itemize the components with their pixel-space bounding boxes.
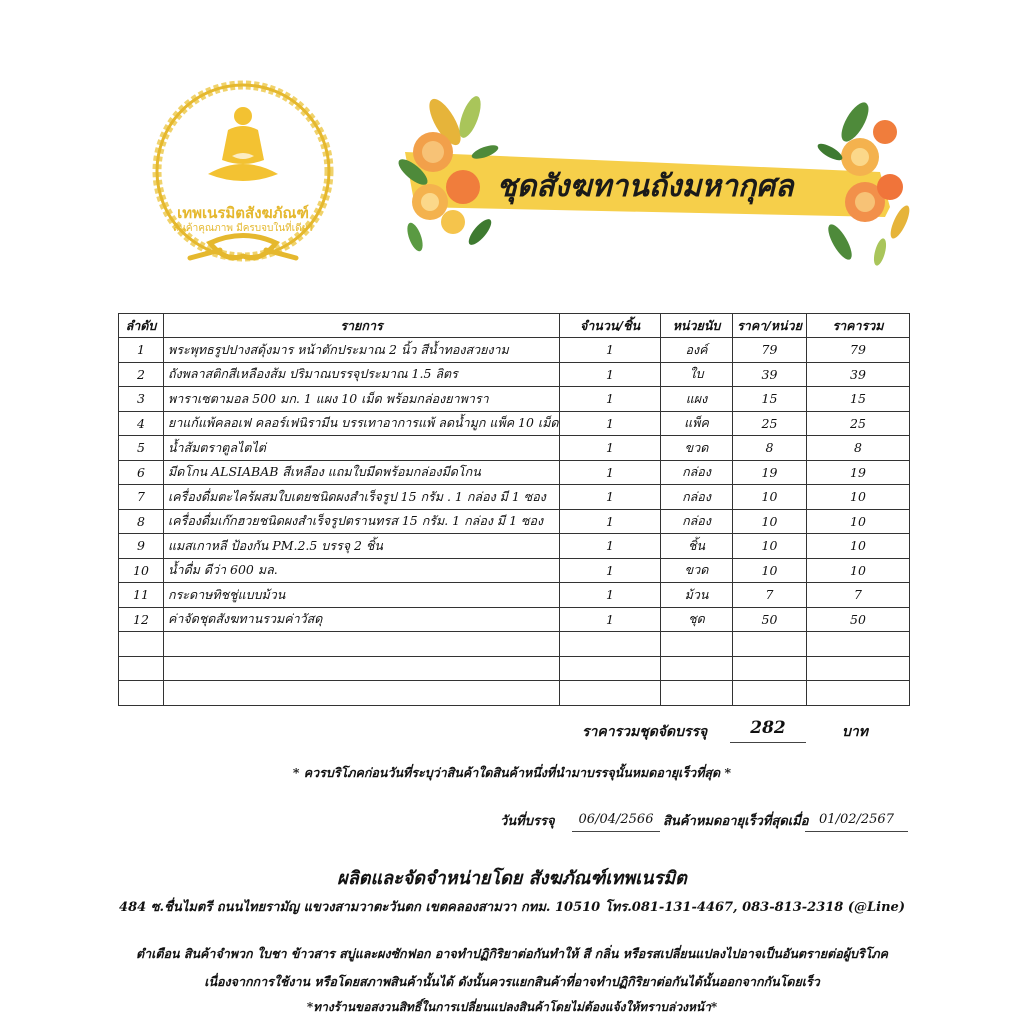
cell-qty: 1 xyxy=(560,362,661,387)
cell-no: 7 xyxy=(119,485,164,510)
cell-qty: 1 xyxy=(560,436,661,461)
cell-unit: ขวด xyxy=(661,436,733,461)
empty-cell xyxy=(560,656,661,681)
banner-title: ชุดสังฆทานถังมหากุศล xyxy=(496,169,794,204)
empty-cell xyxy=(119,681,164,706)
total-section xyxy=(560,718,920,744)
cell-total: 10 xyxy=(807,509,910,534)
logo-slogan: สินค้าคุณภาพ มีครบจบในที่เดียว xyxy=(172,223,314,234)
expire-date-value: 01/02/2567 xyxy=(805,812,908,832)
cell-qty: 1 xyxy=(560,338,661,363)
shop-logo xyxy=(150,78,336,274)
cell-qty: 1 xyxy=(560,607,661,632)
cell-total: 10 xyxy=(807,558,910,583)
cell-item: น้ำดื่ม ดีว่า 600 มล. xyxy=(164,558,560,583)
cell-qty: 1 xyxy=(560,387,661,412)
table-row xyxy=(119,485,910,510)
table-row xyxy=(119,362,910,387)
cell-unit-price: 10 xyxy=(733,485,807,510)
warning-line-3: *ทางร้านขอสงวนสิทธิ์ในการเปลี่ยนแปลงสินค้าโดยไม่ต้องแจ้งให้ทราบล่วงหน้า* xyxy=(306,1000,718,1014)
col-header-total: ราคารวม xyxy=(807,314,910,338)
col-header-no: ลำดับ xyxy=(119,314,164,338)
table-header-row xyxy=(119,314,910,338)
pack-date-value: 06/04/2566 xyxy=(572,812,660,832)
table-row xyxy=(119,558,910,583)
cell-item: ยาแก้แพ้คลอเฟ คลอร์เฟนิรามีน บรรเทาอาการแพ้ ลดน้ำมูก แพ็ค 10 เม็ด xyxy=(164,411,560,436)
empty-cell xyxy=(560,632,661,657)
cell-item: กระดาษทิชชู่แบบม้วน xyxy=(164,583,560,608)
cell-no: 10 xyxy=(119,558,164,583)
cell-no: 6 xyxy=(119,460,164,485)
cell-total: 15 xyxy=(807,387,910,412)
table-row xyxy=(119,607,910,632)
table-row xyxy=(119,583,910,608)
cell-item: พาราเซตามอล 500 มก. 1 แผง 10 เม็ด พร้อมกล่องยาพารา xyxy=(164,387,560,412)
empty-cell xyxy=(164,656,560,681)
table-row xyxy=(119,509,910,534)
cell-qty: 1 xyxy=(560,485,661,510)
cell-total: 19 xyxy=(807,460,910,485)
empty-cell xyxy=(733,656,807,681)
empty-table-row xyxy=(119,681,910,706)
cell-unit: ชิ้น xyxy=(661,534,733,559)
cell-total: 39 xyxy=(807,362,910,387)
empty-cell xyxy=(560,681,661,706)
expiry-note: * ควรบริโภคก่อนวันที่ระบุว่าสินค้าใดสินค้าหนึ่งที่นำมาบรรจุนั้นหมดอายุเร็วที่สุด * xyxy=(292,765,732,780)
cell-item: มีดโกน ALSIABAB สีเหลือง แถมใบมีดพร้อมกล่องมีดโกน xyxy=(164,460,560,485)
producer-line: ผลิตและจัดจำหน่ายโดย สังฆภัณฑ์เทพเนรมิต xyxy=(337,868,687,889)
cell-item: ถังพลาสติกสีเหลืองส้ม ปริมาณบรรจุประมาณ 1.5 ลิตร xyxy=(164,362,560,387)
cell-item: เครื่องดื่มเก๊กฮวยชนิดผงสำเร็จรูปตรานทรส 15 กรัม. 1 กล่อง มี 1 ซอง xyxy=(164,509,560,534)
cell-total: 50 xyxy=(807,607,910,632)
cell-qty: 1 xyxy=(560,558,661,583)
cell-unit-price: 10 xyxy=(733,558,807,583)
cell-unit-price: 79 xyxy=(733,338,807,363)
col-header-unit: หน่วยนับ xyxy=(661,314,733,338)
empty-cell xyxy=(807,632,910,657)
cell-no: 11 xyxy=(119,583,164,608)
table-row xyxy=(119,436,910,461)
cell-no: 4 xyxy=(119,411,164,436)
empty-cell xyxy=(119,632,164,657)
cell-unit-price: 39 xyxy=(733,362,807,387)
cell-unit: แผง xyxy=(661,387,733,412)
cell-unit-price: 50 xyxy=(733,607,807,632)
cell-no: 9 xyxy=(119,534,164,559)
cell-qty: 1 xyxy=(560,583,661,608)
empty-cell xyxy=(164,681,560,706)
cell-unit-price: 15 xyxy=(733,387,807,412)
cell-unit: ขวด xyxy=(661,558,733,583)
cell-no: 1 xyxy=(119,338,164,363)
cell-unit-price: 10 xyxy=(733,534,807,559)
cell-unit-price: 19 xyxy=(733,460,807,485)
cell-no: 3 xyxy=(119,387,164,412)
cell-unit-price: 8 xyxy=(733,436,807,461)
total-label: ราคารวมชุดจัดบรรจุ xyxy=(582,724,708,740)
cell-total: 10 xyxy=(807,485,910,510)
cell-qty: 1 xyxy=(560,460,661,485)
empty-cell xyxy=(733,632,807,657)
cell-no: 12 xyxy=(119,607,164,632)
table-row xyxy=(119,534,910,559)
empty-cell xyxy=(119,656,164,681)
empty-cell xyxy=(807,681,910,706)
dates-section xyxy=(500,808,920,834)
empty-cell xyxy=(661,681,733,706)
cell-unit: ใบ xyxy=(661,362,733,387)
col-header-qty: จำนวน/ชิ้น xyxy=(560,314,661,338)
empty-cell xyxy=(661,656,733,681)
table-row xyxy=(119,411,910,436)
empty-cell xyxy=(164,632,560,657)
cell-unit: กล่อง xyxy=(661,509,733,534)
cell-no: 8 xyxy=(119,509,164,534)
address-line: 484 ซ.ชื่นไมตรี ถนนไทยรามัญ แขวงสามวาตะวันตก เขตคลองสามวา กทม. 10510 โทร.081-131-4467, 083-813-2318 (@Line) xyxy=(119,900,905,915)
empty-cell xyxy=(733,681,807,706)
cell-qty: 1 xyxy=(560,509,661,534)
cell-unit-price: 7 xyxy=(733,583,807,608)
cell-total: 25 xyxy=(807,411,910,436)
cell-item: ค่าจัดชุดสังฆทานรวมค่าวัสดุ xyxy=(164,607,560,632)
cell-unit: แพ็ค xyxy=(661,411,733,436)
cell-no: 2 xyxy=(119,362,164,387)
cell-total: 10 xyxy=(807,534,910,559)
cell-qty: 1 xyxy=(560,534,661,559)
empty-table-row xyxy=(119,656,910,681)
cell-unit-price: 10 xyxy=(733,509,807,534)
cell-unit: กล่อง xyxy=(661,460,733,485)
warning-line-1: ตำเตือน สินค้าจำพวก ใบชา ข้าวสาร สบู่และผงซักฟอก อาจทำปฏิกิริยาต่อกันทำให้ สี กลิ่น หรือรสเปลี่ยนแปลงไปอาจเป็นอันตรายต่อผู้บริโภค xyxy=(135,946,889,961)
cell-no: 5 xyxy=(119,436,164,461)
cell-total: 8 xyxy=(807,436,910,461)
table-body xyxy=(119,338,910,706)
items-table xyxy=(118,313,910,706)
empty-cell xyxy=(661,632,733,657)
cell-total: 79 xyxy=(807,338,910,363)
cell-item: พระพุทธรูปปางสดุ้งมาร หน้าตักประมาณ 2 นิ้ว สีน้ำทองสวยงาม xyxy=(164,338,560,363)
logo-shop-name: เทพเนรมิตสังฆภัณฑ์ xyxy=(177,204,309,222)
cell-unit: กล่อง xyxy=(661,485,733,510)
cell-item: แมสเกาหลี ป้องกัน PM.2.5 บรรจุ 2 ชิ้น xyxy=(164,534,560,559)
cell-item: น้ำส้มตราตูลไตไต่ xyxy=(164,436,560,461)
empty-table-row xyxy=(119,632,910,657)
rope-wreath-icon xyxy=(150,78,336,274)
cell-unit-price: 25 xyxy=(733,411,807,436)
cell-qty: 1 xyxy=(560,411,661,436)
cell-item: เครื่องดื่มตะไคร้ผสมใบเตยชนิดผงสำเร็จรูป 15 กรัม . 1 กล่อง มี 1 ซอง xyxy=(164,485,560,510)
table-row xyxy=(119,460,910,485)
table-row xyxy=(119,387,910,412)
cell-unit: ชุด xyxy=(661,607,733,632)
empty-cell xyxy=(807,656,910,681)
total-value: 282 xyxy=(730,718,806,743)
cell-total: 7 xyxy=(807,583,910,608)
total-unit: บาท xyxy=(842,724,868,740)
cell-unit: องค์ xyxy=(661,338,733,363)
table-row xyxy=(119,338,910,363)
pack-date-label: วันที่บรรจุ xyxy=(500,814,555,829)
col-header-unit-price: ราคา/หน่วย xyxy=(733,314,807,338)
cell-unit: ม้วน xyxy=(661,583,733,608)
warning-line-2: เนื่องจากการใช้งาน หรือโดยสภาพสินค้านั้นได้ ดังนั้นควรแยกสินค้าที่อาจทำปฏิกิริยาต่อกันได้นั้นออกจากกันโดยเร็ว xyxy=(204,974,820,989)
col-header-item: รายการ xyxy=(164,314,560,338)
expire-date-label: สินค้าหมดอายุเร็วที่สุดเมื่อ xyxy=(663,814,809,829)
